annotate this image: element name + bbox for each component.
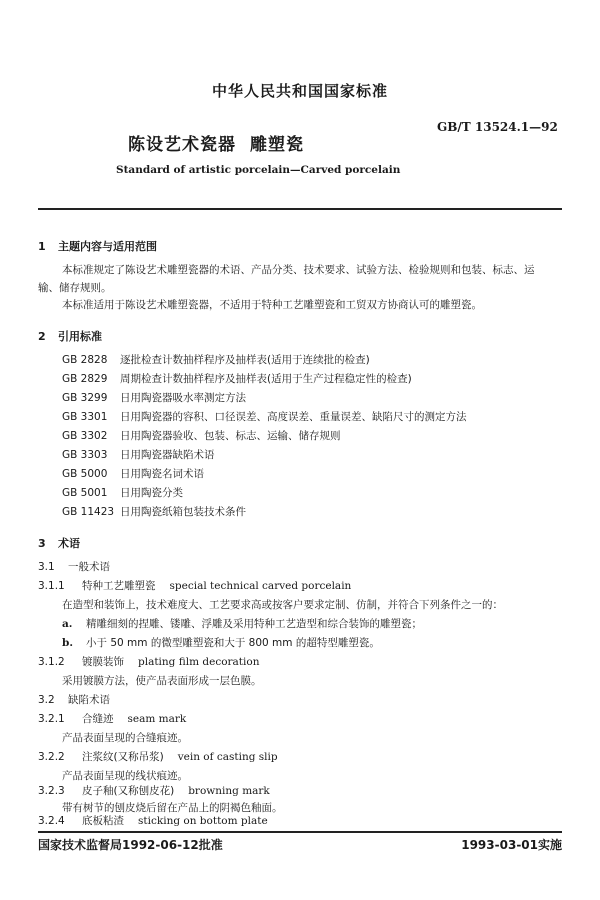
reference-text: 周期检查计数抽样程序及抽样表(适用于生产过程稳定性的检查) — [120, 373, 412, 385]
term-en: seam mark — [127, 713, 187, 725]
subsection-title: 缺陷术语 — [68, 694, 110, 706]
term-3-2-4 — [38, 816, 268, 827]
subsection-3-1 — [38, 562, 110, 573]
subsection-number: 3.1 — [38, 561, 55, 573]
term-cn: 合缝迹 — [82, 713, 114, 725]
term-number: 3.2.1 — [38, 713, 65, 725]
reference-text: 日用陶瓷分类 — [120, 487, 183, 499]
reference-item — [62, 488, 183, 499]
term-cn: 特种工艺雕塑瓷 — [82, 580, 156, 592]
term-3-2-2 — [38, 752, 278, 763]
reference-code: GB 3301 — [62, 411, 108, 423]
reference-code: GB 5001 — [62, 487, 108, 499]
condition-text: 小于 50 mm 的微型雕塑瓷和大于 800 mm 的超特型雕塑瓷。 — [86, 637, 380, 649]
condition-a — [62, 619, 422, 630]
reference-item — [62, 355, 370, 366]
reference-code: GB 2828 — [62, 354, 108, 366]
condition-marker: a. — [62, 618, 73, 630]
section-number: 3 — [38, 537, 46, 550]
term-3-2-2-desc: 产品表面呈现的线状痕迹。 — [62, 770, 188, 782]
reference-item — [62, 507, 246, 518]
reference-item — [62, 393, 246, 404]
term-en: vein of casting slip — [177, 751, 278, 763]
reference-code: GB 2829 — [62, 373, 108, 385]
condition-text: 精雕细刻的捏雕、镂雕、浮雕及采用特种工艺造型和综合装饰的雕塑瓷； — [86, 618, 422, 630]
reference-item — [62, 431, 341, 442]
term-number: 3.1.1 — [38, 580, 65, 592]
section-number: 1 — [38, 240, 46, 253]
term-number: 3.1.2 — [38, 656, 65, 668]
reference-text: 日用陶瓷器吸水率测定方法 — [120, 392, 246, 404]
header-divider — [38, 208, 562, 210]
term-en: sticking on bottom plate — [138, 815, 268, 827]
title-part1: 陈设艺术瓷器 — [128, 135, 236, 155]
term-cn: 底板粘渣 — [82, 815, 124, 827]
term-number: 3.2.4 — [38, 815, 65, 827]
reference-code: GB 3303 — [62, 449, 108, 461]
term-3-1-1 — [38, 581, 351, 592]
subsection-3-2 — [38, 695, 110, 706]
condition-marker: b. — [62, 637, 73, 649]
footer-divider — [38, 831, 562, 833]
subsection-title: 一般术语 — [68, 561, 110, 573]
effective-date: 1993-03-01实施 — [461, 838, 562, 852]
section-title: 主题内容与适用范围 — [58, 240, 157, 253]
reference-code: GB 3299 — [62, 392, 108, 404]
standard-number: GB/T 13524.1—92 — [437, 120, 558, 134]
section-number: 2 — [38, 330, 46, 343]
condition-b — [62, 638, 380, 649]
term-3-1-2 — [38, 657, 259, 668]
reference-code: GB 3302 — [62, 430, 108, 442]
reference-text: 日用陶瓷器验收、包装、标志、运输、储存规则 — [120, 430, 341, 442]
section-1-para2: 本标准适用于陈设艺术雕塑瓷器，不适用于特种工艺雕塑瓷和工贸双方协商认可的雕塑瓷。 — [62, 299, 482, 311]
section-1-para1-line2: 输、储存规则。 — [38, 282, 112, 294]
reference-text: 日用陶瓷纸箱包装技术条件 — [120, 506, 246, 518]
section-1-heading — [38, 238, 157, 254]
term-en: special technical carved porcelain — [169, 580, 352, 592]
reference-text: 日用陶瓷名词术语 — [120, 468, 204, 480]
document-title-cn — [128, 130, 304, 155]
term-3-2-1 — [38, 714, 186, 725]
subsection-number: 3.2 — [38, 694, 55, 706]
section-title: 术语 — [58, 537, 80, 550]
section-2-heading — [38, 328, 102, 344]
term-cn: 镀膜装饰 — [82, 656, 124, 668]
reference-item — [62, 412, 467, 423]
term-cn: 皮子釉(又称刨皮花) — [82, 785, 175, 797]
term-number: 3.2.3 — [38, 785, 65, 797]
reference-code: GB 11423 — [62, 506, 115, 518]
section-1-para1-line1: 本标准规定了陈设艺术雕塑瓷器的术语、产品分类、技术要求、试验方法、检验规则和包装、标志、运 — [62, 264, 535, 276]
term-3-2-3 — [38, 786, 270, 797]
term-cn: 注浆纹(又称吊浆) — [82, 751, 164, 763]
term-3-2-1-desc: 产品表面呈现的合缝痕迹。 — [62, 732, 188, 744]
term-number: 3.2.2 — [38, 751, 65, 763]
section-3-heading — [38, 535, 80, 551]
document-title-en: Standard of artistic porcelain—Carved porcelain — [116, 164, 401, 176]
title-part2: 雕塑瓷 — [250, 135, 304, 155]
section-title: 引用标准 — [58, 330, 102, 343]
term-3-1-2-desc: 采用镀膜方法，使产品表面形成一层色膜。 — [62, 675, 262, 687]
term-en: browning mark — [188, 785, 270, 797]
reference-code: GB 5000 — [62, 468, 108, 480]
reference-item — [62, 374, 412, 385]
reference-item — [62, 469, 204, 480]
term-3-2-3-desc: 带有树节的刨皮烧后留在产品上的阴褐色釉面。 — [62, 802, 283, 814]
reference-text: 日用陶瓷器缺陷术语 — [120, 449, 215, 461]
term-en: plating film decoration — [138, 656, 260, 668]
reference-text: 逐批检查计数抽样程序及抽样表(适用于连续批的检查) — [120, 354, 370, 366]
approval-date: 国家技术监督局1992-06-12批准 — [38, 838, 223, 852]
term-3-1-1-desc: 在造型和装饰上，技术难度大、工艺要求高或按客户要求定制、仿制，并符合下列条件之一的： — [62, 599, 503, 611]
reference-item — [62, 450, 215, 461]
reference-text: 日用陶瓷器的容积、口径误差、高度误差、重量误差、缺陷尺寸的测定方法 — [120, 411, 467, 423]
issuing-authority: 中华人民共和国国家标准 — [211, 82, 388, 100]
